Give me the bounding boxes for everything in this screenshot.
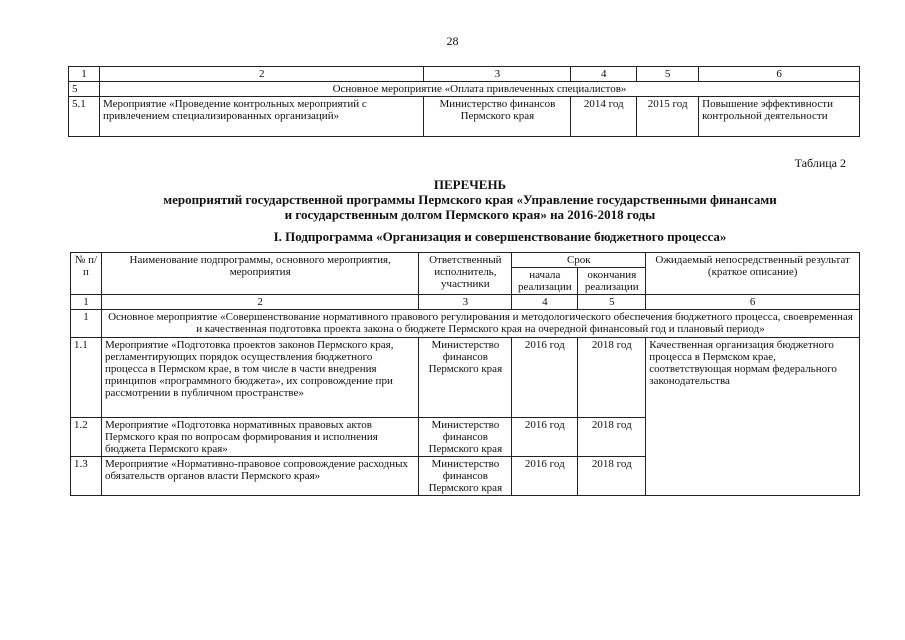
main-table (70, 252, 860, 496)
top-col-5: 5 (637, 67, 699, 82)
top-col-4: 4 (571, 67, 637, 82)
header-term-end: окончания реализации (578, 268, 646, 295)
header-term-start: начала реализации (512, 268, 578, 295)
header-name: Наименование подпрограммы, основного мероприятия, мероприятия (101, 253, 418, 295)
top-col-2: 2 (99, 67, 424, 82)
main-col-5: 5 (578, 295, 646, 310)
row-executor: Министерство финансов Пермского края (419, 337, 512, 417)
row-start: 2014 год (571, 97, 637, 137)
table-row (71, 337, 860, 417)
header-num: № п/п (71, 253, 102, 295)
title-line-1: ПЕРЕЧЕНЬ (433, 177, 507, 192)
main-col-numbers-row (71, 295, 860, 310)
row-number: 1.2 (71, 417, 102, 456)
subprogram-title: I. Подпрограмма «Организация и совершенствование бюджетного процесса» (273, 229, 727, 244)
title-line-3: и государственным долгом Пермского края» на 2016-2018 годы (284, 206, 656, 222)
row-name: Мероприятие «Проведение контрольных мероприятий с привлечением специализированных организаций» (99, 97, 424, 137)
row-end: 2018 год (578, 456, 646, 495)
row-end: 2018 год (578, 417, 646, 456)
section-title: Основное мероприятие «Оплата привлеченных специалистов» (99, 82, 859, 97)
top-col-6: 6 (699, 67, 860, 82)
row-number: 1.1 (71, 337, 102, 417)
main-section-text: Основное мероприятие «Совершенствование нормативного правового регулирования и методологического обеспечения бюджетного процесса, своевременная и качественная подготовка проекта закона о бюджете Пермского края на очередной финансовый год и плановый период» (101, 310, 859, 337)
main-section-number: 1 (71, 310, 102, 337)
top-table-section-row (69, 82, 860, 97)
top-table-row (69, 97, 860, 137)
row-executor: Министерство финансов Пермского края (424, 97, 571, 137)
main-col-2: 2 (101, 295, 418, 310)
top-col-3: 3 (424, 67, 571, 82)
table-label: Таблица 2 (794, 156, 846, 170)
main-col-3: 3 (419, 295, 512, 310)
main-col-1: 1 (71, 295, 102, 310)
title-line-2: мероприятий государственной программы Пермского края «Управление государственными финансами (163, 191, 777, 207)
row-start: 2016 год (512, 337, 578, 417)
row-result: Повышение эффективности контрольной деятельности (699, 97, 860, 137)
header-executor: Ответственный исполнитель, участники (419, 253, 512, 295)
row-number: 5.1 (69, 97, 100, 137)
main-col-6: 6 (646, 295, 860, 310)
row-name: Мероприятие «Подготовка нормативных правовых актов Пермского края по вопросам формирования и исполнения бюджета Пермского края» (101, 417, 418, 456)
row-name: Мероприятие «Подготовка проектов законов Пермского края, регламентирующих порядок осуществления бюджетного процесса в Пермском крае, в том числе в части внедрения принципов «программного бюджета», их сопровождение при рассмотрении в публичном пространстве» (101, 337, 418, 417)
row-end: 2015 год (637, 97, 699, 137)
header-term: Срок (512, 253, 646, 268)
row-end: 2018 год (578, 337, 646, 417)
document-title (70, 178, 870, 223)
top-table-header-row (69, 67, 860, 82)
row-start: 2016 год (512, 417, 578, 456)
main-section-row (71, 310, 860, 337)
row-executor: Министерство финансов Пермского края (419, 417, 512, 456)
row-start: 2016 год (512, 456, 578, 495)
main-header-row (71, 253, 860, 268)
row-executor: Министерство финансов Пермского края (419, 456, 512, 495)
top-table (68, 66, 860, 137)
row-name: Мероприятие «Нормативно-правовое сопровождение расходных обязательств органов власти Пермского края» (101, 456, 418, 495)
main-col-4: 4 (512, 295, 578, 310)
top-col-1: 1 (69, 67, 100, 82)
section-number: 5 (69, 82, 100, 97)
page-number: 28 (446, 34, 459, 48)
header-result: Ожидаемый непосредственный результат (краткое описание) (646, 253, 860, 295)
row-number: 1.3 (71, 456, 102, 495)
shared-result: Качественная организация бюджетного процесса в Пермском крае, соответствующая нормам федерального законодательства (646, 337, 860, 496)
